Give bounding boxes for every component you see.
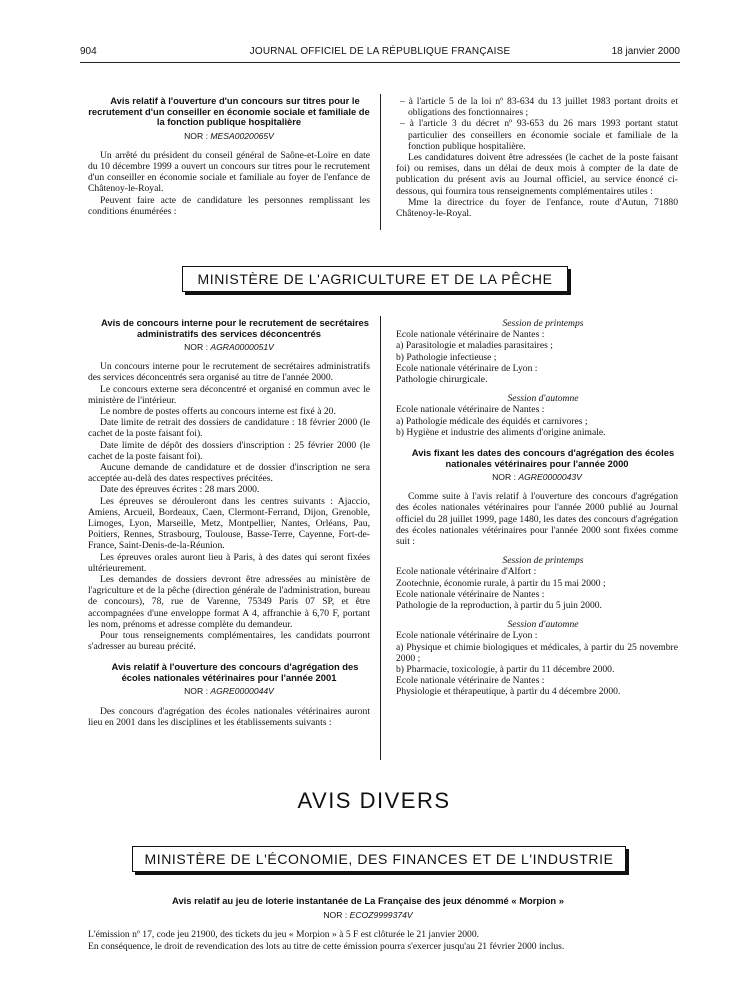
- paragraph: Les épreuves se dérouleront dans les centres suivants : Ajaccio, Amiens, Arcueil, Bordeaux, Caen, Clermont-Ferrand, Dijon, Grenoble, Limoges, Lyon, Marseille, Metz, Montpellier, Nantes, Orléans, Pau, Poitiers, Rennes, Strasbourg, Toulouse, Basse-Terre, Cayenne, Fort-de-France, Saint-Denis-de-la-Réunion.: [88, 495, 370, 552]
- notice-title: Avis fixant les dates des concours d'agrégation des écoles nationales vétérinaires pour l'année 2000: [411, 447, 675, 469]
- session-heading: Session de printemps: [502, 318, 584, 329]
- paragraph: En conséquence, le droit de revendication des lots au titre de cette émission pourra s'exercer jusqu'au 21 février 2000 inclus.: [88, 940, 565, 952]
- paragraph: Des concours d'agrégation des écoles nationales vétérinaires auront lieu en 2001 dans les disciplines et les établissements suivants :: [88, 705, 370, 728]
- nor-line: NOR : AGRE0000043V: [492, 472, 582, 483]
- nor-line: NOR : MESA0020065V: [184, 130, 274, 141]
- list-item: Ecole nationale vétérinaire de Lyon :: [396, 362, 538, 374]
- paragraph: Comme suite à l'avis relatif à l'ouverture des concours d'agrégation des écoles nationales vétérinaires pour l'année 2000 publié au Journal officiel du 28 juillet 1999, page 1480, les dates des concours d'agrégation des écoles nationales vétérinaires pour l'année 2000 sont fixées comme suit :: [396, 491, 678, 548]
- list-item: a) Physique et chimie biologiques et médicales, à partir du 25 novembre 2000 ;: [396, 641, 678, 664]
- ministry-heading-agriculture: MINISTÈRE DE L'AGRICULTURE ET DE LA PÊCHE: [182, 266, 568, 292]
- list-item: b) Pharmacie, toxicologie, à partir du 11 décembre 2000.: [396, 664, 615, 676]
- list-item: Ecole nationale vétérinaire de Nantes :: [396, 675, 545, 687]
- notice-conseiller-right: [396, 96, 678, 219]
- paragraph: Le concours externe sera déconcentré et organisé en commun avec le ministère de l'intérieur.: [88, 383, 370, 406]
- list-item: Pathologie chirurgicale.: [396, 374, 488, 386]
- list-item: – à l'article 3 du décret nº 93-653 du 26 mars 1993 portant statut particulier des conseillers en économie sociale et familiale de la fonction publique hospitalière.: [400, 118, 678, 152]
- nor-code: AGRE0000043V: [518, 472, 582, 483]
- notice-title: Avis de concours interne pour le recrutement de secrétaires administratifs des services déconcentrés: [101, 317, 369, 339]
- list-item: b) Hygiène et industrie des aliments d'origine animale.: [396, 426, 606, 438]
- left-column-agriculture: [88, 318, 370, 728]
- paragraph: Peuvent faire acte de candidature les personnes remplissant les conditions énumérées :: [88, 194, 370, 217]
- list-item: Ecole nationale vétérinaire de Nantes :: [396, 404, 545, 416]
- nor-code: AGRE0000044V: [210, 686, 274, 697]
- issue-date: 18 janvier 2000: [611, 46, 680, 57]
- list-item: Ecole nationale vétérinaire de Lyon :: [396, 630, 538, 642]
- right-column-agriculture: [396, 318, 678, 698]
- header-rule: [80, 62, 680, 63]
- session-heading: Session de printemps: [502, 555, 584, 567]
- paragraph: Les épreuves orales auront lieu à Paris, à des dates qui seront fixées ultérieurement.: [88, 551, 370, 574]
- notice-morpion: [88, 896, 648, 952]
- paragraph: Les candidatures doivent être adressées (le cachet de la poste faisant foi) ou remises, dans un délai de deux mois à compter de la date de publication du présent avis au Journal officiel, au service énoncé ci-dessous, qui fournira tous renseignements complémentaires utiles :: [396, 152, 678, 197]
- paragraph: Aucune demande de candidature et de dossier d'inscription ne sera acceptée au-delà des dates respectives précitées.: [88, 462, 370, 485]
- list-item: Ecole nationale vétérinaire d'Alfort :: [396, 566, 537, 578]
- column-divider: [380, 316, 381, 760]
- section-heading-avis-divers: AVIS DIVERS: [297, 788, 451, 813]
- paragraph: Un arrêté du président du conseil général de Saône-et-Loire en date du 10 décembre 1999 a ouvert un concours sur titres pour le recrutement d'un conseiller en économie sociale et familiale au foyer de l'enfance de Châtenoy-le-Royal.: [88, 149, 370, 195]
- journal-title: JOURNAL OFFICIEL DE LA RÉPUBLIQUE FRANÇAISE: [249, 46, 511, 57]
- notice-title: Avis relatif au jeu de loterie instantanée de La Française des jeux dénommé « Morpion »: [172, 895, 564, 906]
- paragraph: Le nombre de postes offerts au concours interne est fixé à 20.: [100, 406, 336, 418]
- paragraph: Date limite de retrait des dossiers de candidature : 18 février 2000 (le cachet de la poste faisant foi).: [88, 417, 370, 440]
- nor-line: NOR : ECOZ9999374V: [323, 909, 413, 920]
- column-divider: [380, 94, 381, 230]
- page-number: 904: [80, 46, 97, 57]
- list-item: Pathologie de la reproduction, à partir du 5 juin 2000.: [396, 600, 602, 612]
- list-item: Ecole nationale vétérinaire de Nantes :: [396, 329, 545, 341]
- list-item: b) Pathologie infectieuse ;: [396, 351, 497, 363]
- paragraph: Mme la directrice du foyer de l'enfance, route d'Autun, 71880 Châtenoy-le-Royal.: [396, 196, 678, 220]
- notice-title: Avis relatif à l'ouverture d'un concours sur titres pour le recrutement d'un conseiller en économie sociale et familiale de la fonction publique hospitalière: [88, 95, 370, 127]
- page-header: [80, 46, 680, 60]
- paragraph: Les demandes de dossiers devront être adressées au ministère de l'agriculture et de la pêche (direction générale de l'administration, bureau de concours), 78, rue de Varenne, 75349 Paris 07 SP, et être accompagnées d'une enveloppe format A 4, affranchie à 6,70 F, portant les nom, prénoms et adresse complète du demandeur.: [88, 574, 370, 630]
- list-item: a) Pathologie médicale des équidés et carnivores ;: [396, 415, 588, 427]
- notice-title: Avis relatif à l'ouverture des concours d'agrégation des écoles nationales vétérinaires pour l'année 2001: [111, 661, 359, 683]
- list-item: – à l'article 5 de la loi nº 83-634 du 13 juillet 1983 portant droits et obligations des fonctionnaires ;: [400, 96, 678, 119]
- session-heading: Session d'automne: [507, 393, 579, 405]
- nor-line: NOR : AGRA0000051V: [184, 342, 274, 352]
- nor-code: ECOZ9999374V: [349, 909, 413, 920]
- paragraph: Date des épreuves écrites : 28 mars 2000.: [100, 484, 260, 496]
- list-item: Ecole nationale vétérinaire de Nantes :: [396, 588, 545, 600]
- nor-line: NOR : AGRE0000044V: [184, 686, 274, 697]
- nor-code: MESA0020065V: [210, 130, 274, 141]
- session-heading: Session d'automne: [507, 619, 579, 631]
- paragraph: Pour tous renseignements complémentaires, les candidats pourront s'adresser au bureau précité.: [88, 630, 370, 653]
- notice-conseiller-left: [88, 96, 370, 217]
- notice-body: [88, 361, 370, 652]
- nor-code: AGRA0000051V: [210, 342, 274, 352]
- ministry-heading-economie: MINISTÈRE DE L'ÉCONOMIE, DES FINANCES ET DE L'INDUSTRIE: [132, 846, 626, 872]
- paragraph: L'émission nº 17, code jeu 21900, des tickets du jeu « Morpion » à 5 F est clôturée le 21 janvier 2000.: [88, 929, 480, 940]
- list-item: Physiologie et thérapeutique, à partir du 4 décembre 2000.: [396, 686, 621, 698]
- paragraph: Date limite de dépôt des dossiers d'inscription : 25 février 2000 (le cachet de la poste faisant foi).: [88, 439, 370, 462]
- list-item: Zootechnie, économie rurale, à partir du 15 mai 2000 ;: [396, 577, 606, 589]
- list-item: a) Parasitologie et maladies parasitaires ;: [396, 340, 553, 352]
- paragraph: Un concours interne pour le recrutement de secrétaires administratifs des services déconcentrés sera organisé au titre de l'année 2000.: [88, 361, 370, 384]
